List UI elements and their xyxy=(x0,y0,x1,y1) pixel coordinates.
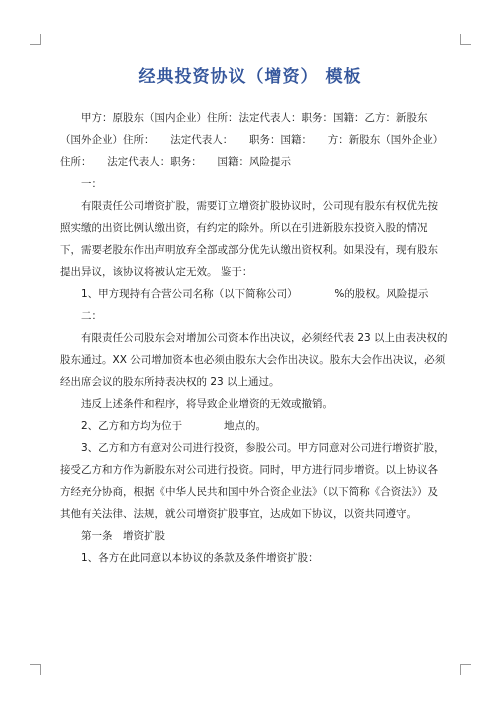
paragraph-heading-two: 二： xyxy=(81,310,102,322)
paragraph-article-1: 第一条 增资扩股 xyxy=(81,530,165,542)
crop-mark-top-right xyxy=(460,34,471,45)
paragraph-item-2: 2、乙方和方均为位于 地点的。 xyxy=(81,420,267,432)
paragraph-heading-one: 一： xyxy=(81,178,102,190)
paragraph-shareholder-resolution: 有限责任公司股东会对增加公司资本作出决议，必须经代表 23 以上由表决权的股东通过。XX 公司增加资本也必须由股东大会作出决议。股东大会作出决议，必须经出席会议的股东所持表决权的 23 以上通过。 xyxy=(60,332,448,388)
paragraph-item-3: 3、乙方和方有意对公司进行投资，参股公司。甲方同意对公司进行增资扩股，接受乙方和方作为新股东对公司进行投资。同时，甲方进行同步增资。以上协议各方经充分协商，根据《中华人民共和国中外合资企业法》（以下简称《合资法》）及其他有关法律、法规，就公司增资扩股事宜，达成如下协议，以资共同遵守。 xyxy=(60,442,445,520)
document-title: 经典投资协议（增资） 模板 xyxy=(138,67,362,87)
paragraph-item-1: 1、甲方现持有合营公司名称（以下简称公司） %的股权。风险提示 xyxy=(81,288,429,300)
document-body xyxy=(60,107,448,569)
crop-mark-bottom-left xyxy=(30,664,41,675)
crop-mark-bottom-right xyxy=(460,664,471,675)
paragraph-parties: 甲方：原股东（国内企业）住所：法定代表人：职务：国籍：乙方：新股东（国外企业）住所： 法定代表人： 职务：国籍： 方：新股东（国外企业）住所： 法定代表人：职务： 国籍：风险提示 xyxy=(60,112,444,168)
paragraph-violation: 违反上述条件和程序，将导致企业增资的无效或撤销。 xyxy=(81,398,333,410)
paragraph-risk-note: 有限责任公司增资扩股，需要订立增资扩股协议时，公司现有股东有权优先按照实缴的出资比例认缴出资，有约定的除外。所以在引进新股东投资入股的情况下，需要老股东作出声明放弃全部或部分优先认缴出资权利。如果没有，现有股东提出异议，该协议将被认定无效。 鉴于： xyxy=(60,200,438,278)
paragraph-article-1-item-1: 1、各方在此同意以本协议的条款及条件增资扩股： xyxy=(81,552,319,564)
crop-mark-top-left xyxy=(30,34,41,45)
